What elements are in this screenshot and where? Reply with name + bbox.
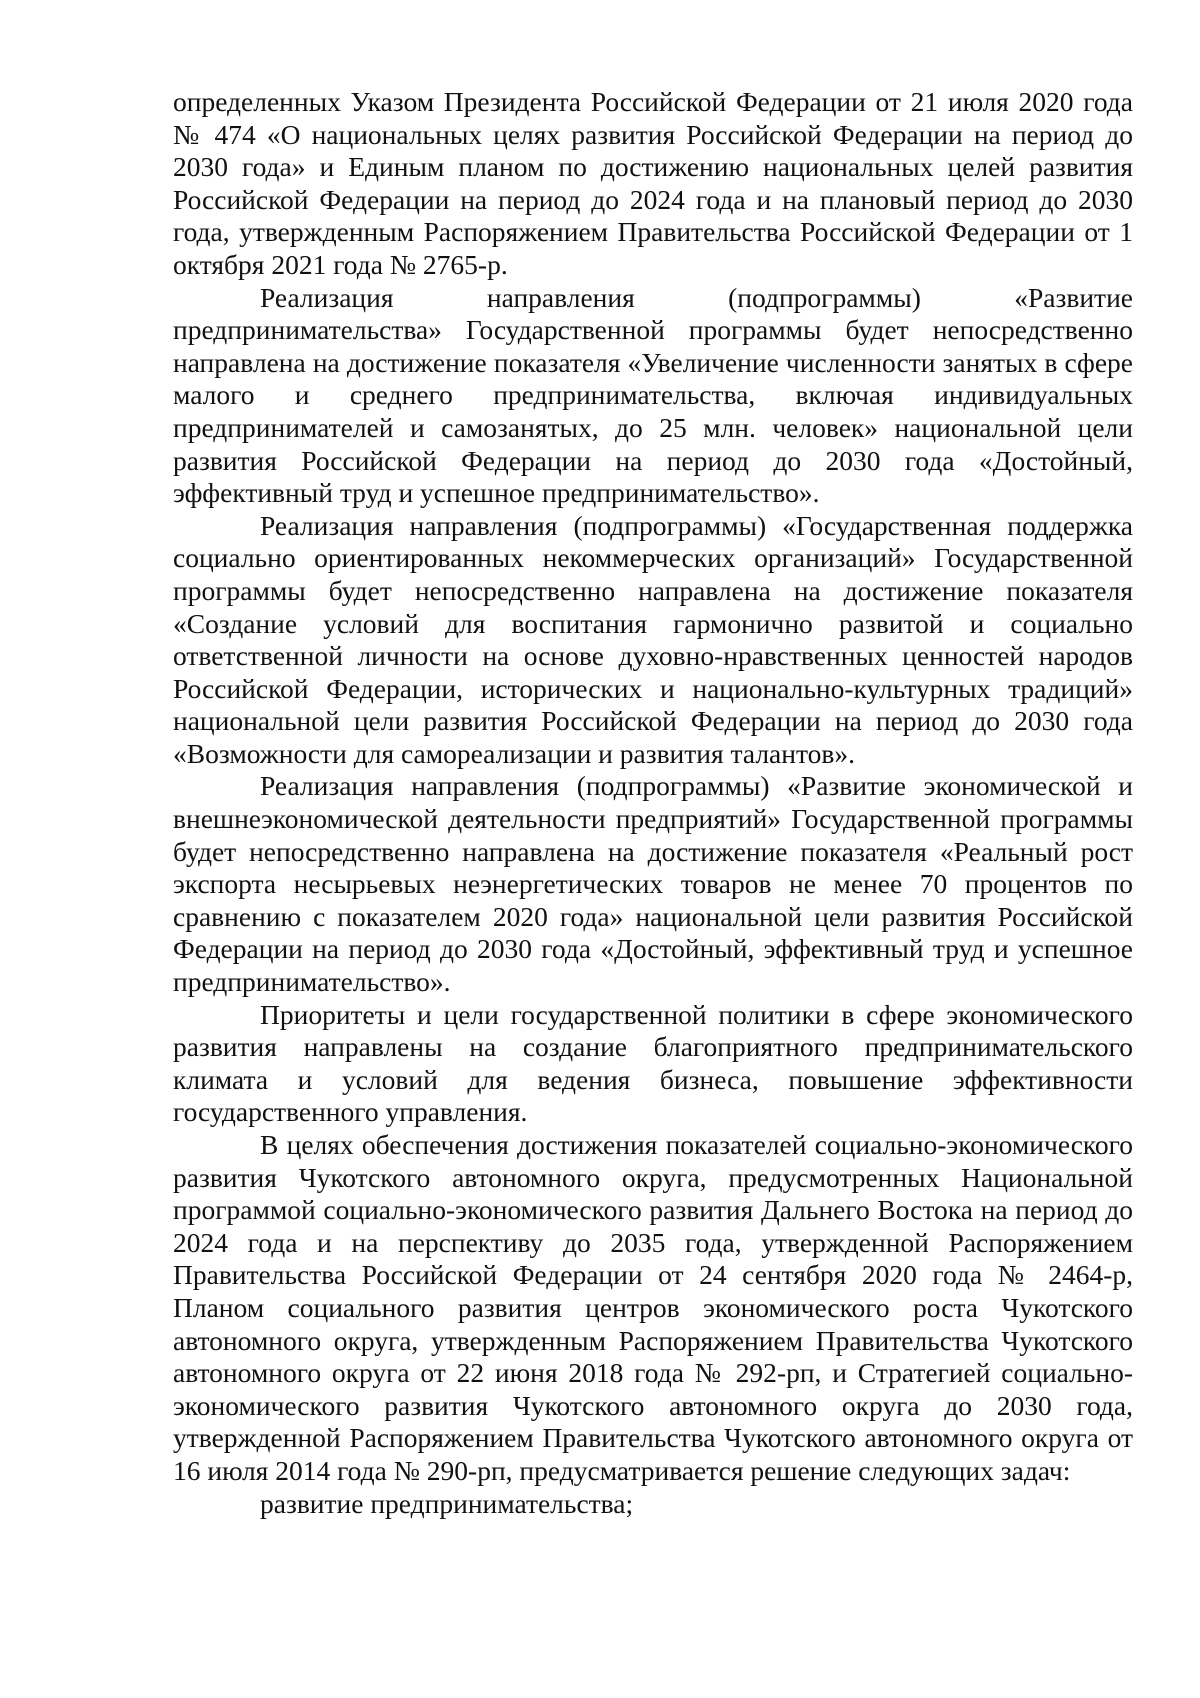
paragraph-continuation: определенных Указом Президента Российской Федерации от 21 июля 2020 года № 474 «О национальных целях развития Российской Федерации на период до 2030 года» и Единым планом по достижению национальных целей развития Российской Федерации на период до 2024 года и на плановый период до 2030 года, утвержденным Распоряжением Правительства Российской Федерации от 1 октября 2021 года № 2765-р.	[173, 86, 1133, 280]
paragraph-task-item: развитие предпринимательства;	[260, 1487, 634, 1519]
paragraph-policy-priorities: Приоритеты и цели государственной политики в сфере экономического развития направлены на создание благоприятного предпринимательского климата и условий для ведения бизнеса, повышение эффективности государственного управления.	[173, 998, 1133, 1128]
paragraph-entrepreneurship-development: Реализация направления (подпрограммы) «Развитие предпринимательства» Государственной программы будет непосредственно направлена на достижение показателя «Увеличение численности занятых в сфере малого и среднего предпринимательства, включая индивидуальных предпринимателей и самозанятых, до 25 млн. человек» национальной цели развития Российской Федерации на период до 2030 года «Достойный, эффективный труд и успешное предпринимательство».	[173, 281, 1133, 509]
paragraph-export-development: Реализация направления (подпрограммы) «Развитие экономической и внешнеэкономической деятельности предприятий» Государственной программы будет непосредственно направлена на достижение показателя «Реальный рост экспорта несырьевых неэнергетических товаров не менее 70 процентов по сравнению с показателем 2020 года» национальной цели развития Российской Федерации на период до 2030 года «Достойный, эффективный труд и успешное предпринимательство».	[173, 770, 1133, 998]
document-body	[173, 86, 1133, 1520]
paragraph-chukotka-goals: В целях обеспечения достижения показателей социально-экономического развития Чукотского автономного округа, предусмотренных Национальной программой социально-экономического развития Дальнего Востока на период до 2024 года и на перспективу до 2035 года, утвержденной Распоряжением Правительства Российской Федерации от 24 сентября 2020 года № 2464-р, Планом социального развития центров экономического роста Чукотского автономного округа, утвержденным Распоряжением Правительства Чукотского автономного округа от 22 июня 2018 года № 292-рп, и Стратегией социально-экономического развития Чукотского автономного округа до 2030 года, утвержденной Распоряжением Правительства Чукотского автономного округа от 16 июля 2014 года № 290-рп, предусматривается решение следующих задач:	[173, 1129, 1133, 1486]
paragraph-nko-support: Реализация направления (подпрограммы) «Государственная поддержка социально ориентированных некоммерческих организаций» Государственной программы будет непосредственно направлена на достижение показателя «Создание условий для воспитания гармонично развитой и социально ответственной личности на основе духовно-нравственных ценностей народов Российской Федерации, исторических и национально-культурных традиций» национальной цели развития Российской Федерации на период до 2030 года «Возможности для самореализации и развития талантов».	[173, 509, 1133, 769]
